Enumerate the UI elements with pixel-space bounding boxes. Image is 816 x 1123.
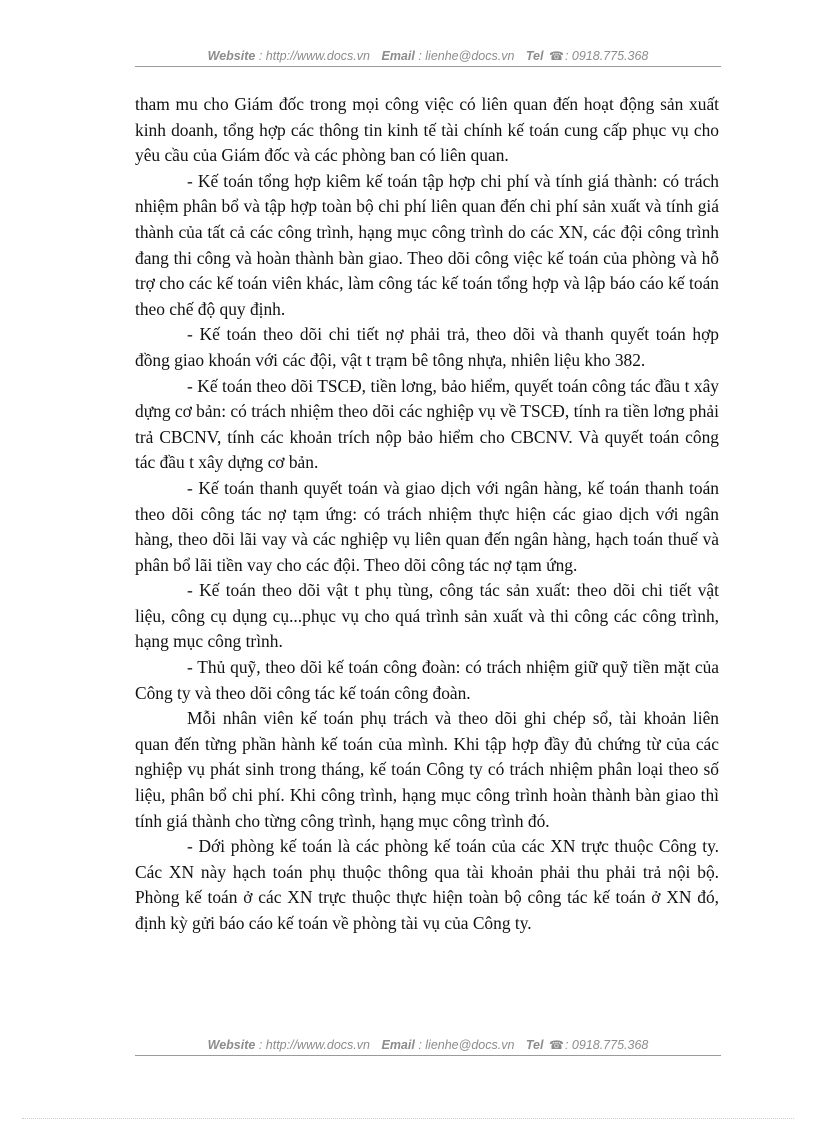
- phone-icon: ☎: [548, 49, 564, 63]
- page-edge-divider: [22, 1118, 794, 1119]
- document-body: [135, 92, 719, 937]
- phone-icon: ☎: [548, 1038, 564, 1052]
- body-paragraph: tham mu cho Giám đốc trong mọi công việc có liên quan đến hoạt động sản xuất kinh doanh, tổng hợp các thông tin kinh tế tài chính kế toán cung cấp phục vụ cho yêu cầu của Giám đốc và các phòng ban có liên quan.: [135, 94, 719, 166]
- header-website-link[interactable]: : http://www.docs.vn: [258, 49, 370, 63]
- footer-tel-value: : 0918.775.368: [564, 1038, 649, 1052]
- header-email-link[interactable]: : lienhe@docs.vn: [418, 49, 515, 63]
- footer-tel-label: Tel: [525, 1038, 544, 1052]
- body-paragraph: Mỗi nhân viên kế toán phụ trách và theo dõi ghi chép sổ, tài khoản liên quan đến từng phần hành kế toán của mình. Khi tập hợp đầy đủ chứng từ của các nghiệp vụ phát sinh trong tháng, kế toán Công ty có trách nhiệm phân loại theo số liệu, phân bổ chi phí. Khi công trình, hạng mục công trình hoàn thành bàn giao thì tính giá thành cho từng công trình, hạng mục công trình đó.: [135, 708, 719, 831]
- header-tel-label: Tel: [525, 49, 544, 63]
- footer-email-link[interactable]: : lienhe@docs.vn: [418, 1038, 515, 1052]
- body-paragraph: - Thủ quỹ, theo dõi kế toán công đoàn: có trách nhiệm giữ quỹ tiền mặt của Công ty và theo dõi công tác kế toán công đoàn.: [135, 657, 719, 703]
- footer-email-label: Email: [381, 1038, 415, 1052]
- page-footer: [135, 1037, 721, 1056]
- body-paragraph: - Kế toán thanh quyết toán và giao dịch với ngân hàng, kế toán thanh toán theo dõi công tác nợ tạm ứng: có trách nhiệm thực hiện các giao dịch với ngân hàng, theo dõi lãi vay và các nghiệp vụ liên quan đến ngân hàng, hạch toán thuế và phân bổ lãi tiền vay cho các đội. Theo dõi công tác nợ tạm ứng.: [135, 477, 719, 575]
- body-paragraph: - Kế toán theo dõi chi tiết nợ phải trả, theo dõi và thanh quyết toán hợp đồng giao khoán với các đội, vật t trạm bê tông nhựa, nhiên liệu kho 382.: [135, 324, 719, 370]
- header-tel-value: : 0918.775.368: [564, 49, 649, 63]
- header-email-label: Email: [381, 49, 415, 63]
- body-paragraph: - Kế toán theo dõi TSCĐ, tiền lơng, bảo hiểm, quyết toán công tác đầu t xây dựng cơ bản: có trách nhiệm theo dõi các nghiệp vụ về TSCĐ, tính ra tiền lơng phải trả CBCNV, tính các khoản trích nộp bảo hiểm cho CBCNV. Và quyết toán công tác đầu t xây dựng cơ bản.: [135, 375, 719, 473]
- page-header: [135, 48, 721, 67]
- body-paragraph: - Kế toán theo dõi vật t phụ tùng, công tác sản xuất: theo dõi chi tiết vật liệu, công cụ dụng cụ...phục vụ cho quá trình sản xuất và thi công các công trình, hạng mục công trình.: [135, 580, 719, 652]
- footer-website-label: Website: [207, 1038, 256, 1052]
- body-paragraph: - Dới phòng kế toán là các phòng kế toán của các XN trực thuộc Công ty. Các XN này hạch toán phụ thuộc thông qua tài khoản phải thu phải trả nội bộ. Phòng kế toán ở các XN trực thuộc thực hiện toàn bộ công tác kế toán ở XN đó, định kỳ gửi báo cáo kế toán về phòng tài vụ của Công ty.: [135, 836, 719, 933]
- body-paragraph: - Kế toán tổng hợp kiêm kế toán tập hợp chi phí và tính giá thành: có trách nhiệm phân bổ và tập hợp toàn bộ chi phí liên quan đến chi phí sản xuất và tính giá thành của tất cả các công trình, hạng mục công trình do các XN, các đội công trình đang thi công và hoàn thành bàn giao. Theo dõi công việc kế toán của phòng và hỗ trợ cho các kế toán viên khác, làm công tác kế toán tổng hợp và lập báo cáo kế toán theo chế độ quy định.: [135, 170, 719, 319]
- footer-website-link[interactable]: : http://www.docs.vn: [258, 1038, 370, 1052]
- header-website-label: Website: [207, 49, 256, 63]
